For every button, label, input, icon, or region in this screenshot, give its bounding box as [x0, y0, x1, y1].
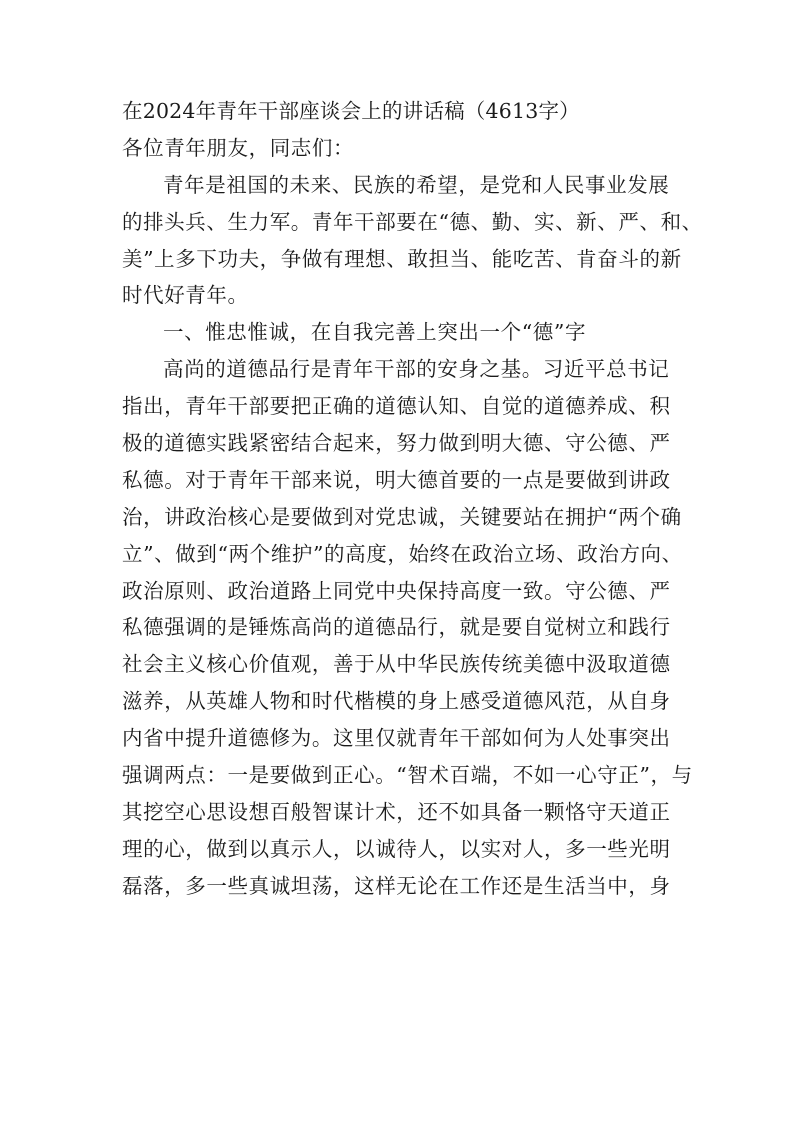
paragraph-line: 强调两点：一是要做到正心。“智术百端，不如一心守正”，与 — [122, 763, 693, 788]
document-body — [122, 93, 703, 905]
salutation: 各位青年朋友，同志们： — [122, 135, 355, 160]
document-title: 在2024年青年干部座谈会上的讲话稿（4613字） — [122, 99, 580, 123]
paragraph-line: 的排头兵、生力军。青年干部要在“德、勤、实、新、严、和、 — [122, 209, 703, 234]
paragraph-intro — [122, 167, 703, 315]
paragraph-line: 内省中提升道德修为。这里仅就青年干部如何为人处事突出 — [122, 726, 671, 751]
paragraph-line: 高尚的道德品行是青年干部的安身之基。习近平总书记 — [163, 357, 670, 382]
paragraph-line: 时代好青年。 — [122, 283, 249, 308]
section-heading — [122, 314, 674, 351]
paragraph-line: 治，讲政治核心是要做到对党忠诚，关键要站在拥护“两个确 — [122, 504, 682, 529]
paragraph-line: 私德强调的是锤炼高尚的道德品行，就是要自觉树立和践行 — [122, 615, 671, 640]
paragraph-body — [122, 351, 693, 904]
paragraph-line: 磊落，多一些真诚坦荡，这样无论在工作还是生活当中，身 — [122, 873, 671, 898]
paragraph-line: 理的心，做到以真示人，以诚待人，以实对人，多一些光明 — [122, 836, 671, 861]
paragraph-line: 社会主义核心价值观，善于从中华民族传统美德中汲取道德 — [122, 652, 671, 677]
paragraph-line: 美”上多下功夫，争做有理想、敢担当、能吃苦、肯奋斗的新 — [122, 246, 682, 271]
paragraph-line: 私德。对于青年干部来说，明大德首要的一点是要做到讲政 — [122, 467, 671, 492]
paragraph-line: 其挖空心思设想百般智谋计术，还不如具备一颗恪守天道正 — [122, 799, 671, 824]
paragraph-line: 滋养，从英雄人物和时代楷模的身上感受道德风范，从自身 — [122, 689, 671, 714]
paragraph-line: 指出，青年干部要把正确的道德认知、自觉的道德养成、积 — [122, 394, 671, 419]
paragraph-line: 青年是祖国的未来、民族的希望，是党和人民事业发展 — [163, 172, 670, 197]
section-heading-text: 一、惟忠惟诚，在自我完善上突出一个“德”字 — [163, 320, 587, 345]
paragraph-line: 政治原则、政治道路上同党中央保持高度一致。守公德、严 — [122, 578, 671, 603]
paragraph-line: 立”、做到“两个维护”的高度，始终在政治立场、政治方向、 — [122, 541, 683, 566]
paragraph-line: 极的道德实践紧密结合起来，努力做到明大德、守公德、严 — [122, 431, 671, 456]
